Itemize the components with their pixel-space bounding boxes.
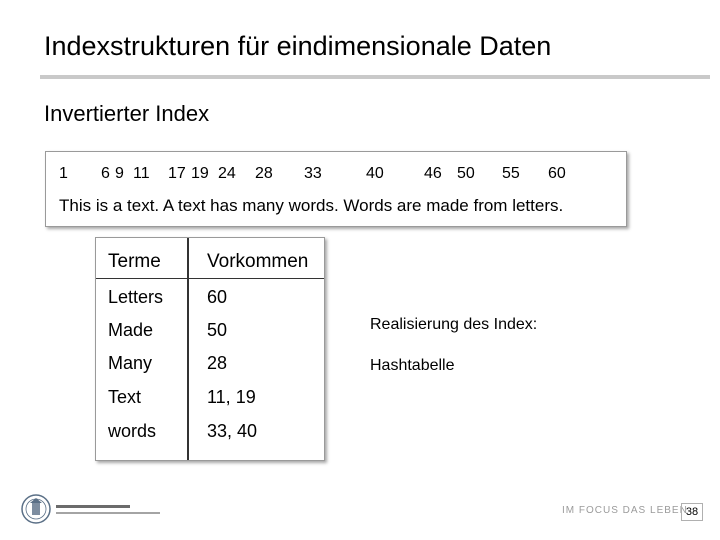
position-label: 9 — [115, 165, 124, 182]
implementation-detail: Hashtabelle — [370, 357, 455, 374]
position-label: 50 — [457, 165, 475, 182]
table-header-occurrences: Vorkommen — [207, 251, 309, 272]
position-label: 33 — [304, 165, 322, 182]
example-sentence: This is a text. A text has many words. Words are made from letters. — [59, 196, 564, 215]
footer-tagline: IM FOCUS DAS LEBEN — [562, 505, 688, 516]
table-cell-term: Made — [108, 320, 154, 340]
table-cell-occurrence: 33, 40 — [207, 421, 258, 441]
table-cell-occurrence: 28 — [207, 353, 228, 373]
index-table — [95, 237, 325, 461]
university-seal-icon — [20, 492, 170, 526]
position-label: 28 — [255, 165, 273, 182]
position-label: 1 — [59, 165, 68, 182]
position-label: 60 — [548, 165, 566, 182]
example-text-box — [45, 151, 627, 227]
table-cell-term: Many — [108, 353, 153, 373]
position-label: 19 — [191, 165, 209, 182]
table-header-divider — [96, 278, 324, 279]
table-cell-term: Text — [108, 387, 142, 407]
position-label: 46 — [424, 165, 442, 182]
table-cell-occurrence: 11, 19 — [207, 387, 256, 407]
table-cell-occurrence: 50 — [207, 320, 228, 340]
table-cell-term: words — [108, 421, 157, 441]
table-cell-term: Letters — [108, 287, 164, 307]
page-number: 38 — [681, 503, 703, 521]
position-label: 24 — [218, 165, 236, 182]
position-label: 40 — [366, 165, 384, 182]
title-divider — [40, 75, 710, 79]
position-label: 11 — [133, 165, 150, 182]
table-cell-occurrence: 60 — [207, 287, 228, 307]
university-logo — [20, 492, 170, 526]
slide-subtitle: Invertierter Index — [44, 101, 210, 126]
table-header-terms: Terme — [108, 251, 161, 272]
slide-title: Indexstrukturen für eindimensionale Daten — [44, 31, 552, 61]
position-label: 17 — [168, 165, 186, 182]
position-label: 6 — [101, 165, 110, 182]
table-column-divider — [187, 238, 189, 460]
implementation-note: Realisierung des Index: — [370, 316, 538, 333]
position-label: 55 — [502, 165, 520, 182]
